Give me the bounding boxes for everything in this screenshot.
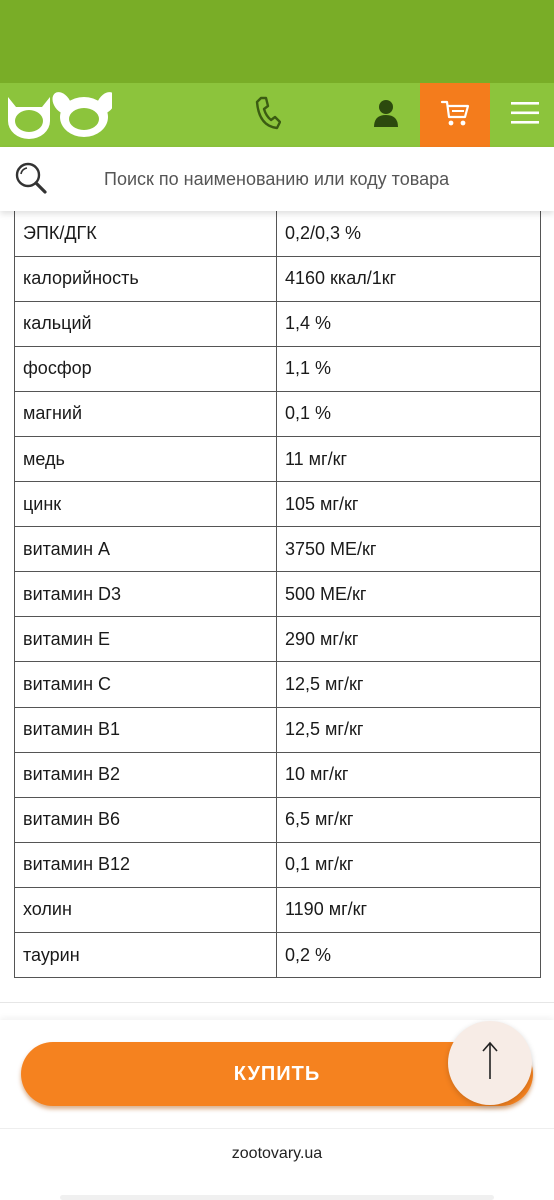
nutrient-name: магний — [15, 391, 277, 436]
nutrient-name: ЭПК/ДГК — [15, 211, 277, 256]
cart-icon — [440, 99, 470, 132]
nutrient-name: витамин D3 — [15, 572, 277, 617]
table-row — [15, 436, 541, 481]
table-row — [15, 301, 541, 346]
nutrient-name: кальций — [15, 301, 277, 346]
nutrient-value: 4160 ккал/1кг — [277, 256, 541, 301]
nutrient-value: 0,1 % — [277, 391, 541, 436]
table-row — [15, 617, 541, 662]
footer-domain[interactable]: zootovary.ua — [231, 1145, 323, 1162]
table-row — [15, 256, 541, 301]
nutrient-name: фосфор — [15, 346, 277, 391]
nutrient-value: 6,5 мг/кг — [277, 797, 541, 842]
nutrient-name: холин — [15, 887, 277, 932]
footer — [0, 1128, 554, 1200]
scroll-to-top-button[interactable] — [448, 1021, 532, 1105]
site-header — [0, 83, 554, 147]
arrow-up-icon — [480, 1041, 500, 1086]
hamburger-menu-icon — [511, 101, 539, 130]
nutrient-value: 11 мг/кг — [277, 436, 541, 481]
table-row — [15, 572, 541, 617]
nutrient-name: витамин В12 — [15, 842, 277, 887]
account-button[interactable] — [366, 93, 406, 137]
status-bar — [0, 0, 554, 83]
nutrient-name: калорийность — [15, 256, 277, 301]
table-row — [15, 752, 541, 797]
table-row — [15, 707, 541, 752]
user-icon — [373, 99, 399, 132]
table-row — [15, 346, 541, 391]
nutrient-value: 1,1 % — [277, 346, 541, 391]
nutrient-name: цинк — [15, 482, 277, 527]
search-input[interactable] — [104, 161, 524, 197]
table-row — [15, 797, 541, 842]
table-row — [15, 933, 541, 978]
nutrient-name: витамин В2 — [15, 752, 277, 797]
table-row — [15, 391, 541, 436]
cart-button[interactable] — [420, 83, 490, 147]
nutrient-value: 0,2 % — [277, 933, 541, 978]
search-icon[interactable] — [14, 161, 48, 195]
nutrient-name: витамин В6 — [15, 797, 277, 842]
nutrient-value: 12,5 мг/кг — [277, 662, 541, 707]
nutrient-value: 290 мг/кг — [277, 617, 541, 662]
table-row — [15, 482, 541, 527]
nutrient-name: таурин — [15, 933, 277, 978]
home-indicator — [60, 1195, 494, 1200]
table-row — [15, 662, 541, 707]
nutrient-value: 500 МЕ/кг — [277, 572, 541, 617]
nutrient-value: 3750 МЕ/кг — [277, 527, 541, 572]
nutrition-table — [14, 211, 541, 978]
buy-button[interactable]: КУПИТЬ — [21, 1042, 533, 1106]
nutrient-value: 105 мг/кг — [277, 482, 541, 527]
nutrient-name: витамин Е — [15, 617, 277, 662]
menu-button[interactable] — [496, 83, 554, 147]
nutrient-value: 10 мг/кг — [277, 752, 541, 797]
table-row — [15, 842, 541, 887]
table-row — [15, 211, 541, 256]
table-row — [15, 887, 541, 932]
nutrient-name: витамин В1 — [15, 707, 277, 752]
nutrient-value: 1,4 % — [277, 301, 541, 346]
divider — [0, 1002, 554, 1003]
nutrient-value: 12,5 мг/кг — [277, 707, 541, 752]
nutrient-value: 0,2/0,3 % — [277, 211, 541, 256]
nutrient-name: медь — [15, 436, 277, 481]
table-row — [15, 527, 541, 572]
phone-button[interactable] — [248, 93, 288, 137]
nutrient-value: 1190 мг/кг — [277, 887, 541, 932]
nutrient-value: 0,1 мг/кг — [277, 842, 541, 887]
nutrient-name: витамин А — [15, 527, 277, 572]
nutrient-name: витамин С — [15, 662, 277, 707]
zootovary-logo[interactable] — [2, 87, 112, 143]
phone-icon — [255, 96, 281, 135]
search-bar — [0, 147, 554, 211]
